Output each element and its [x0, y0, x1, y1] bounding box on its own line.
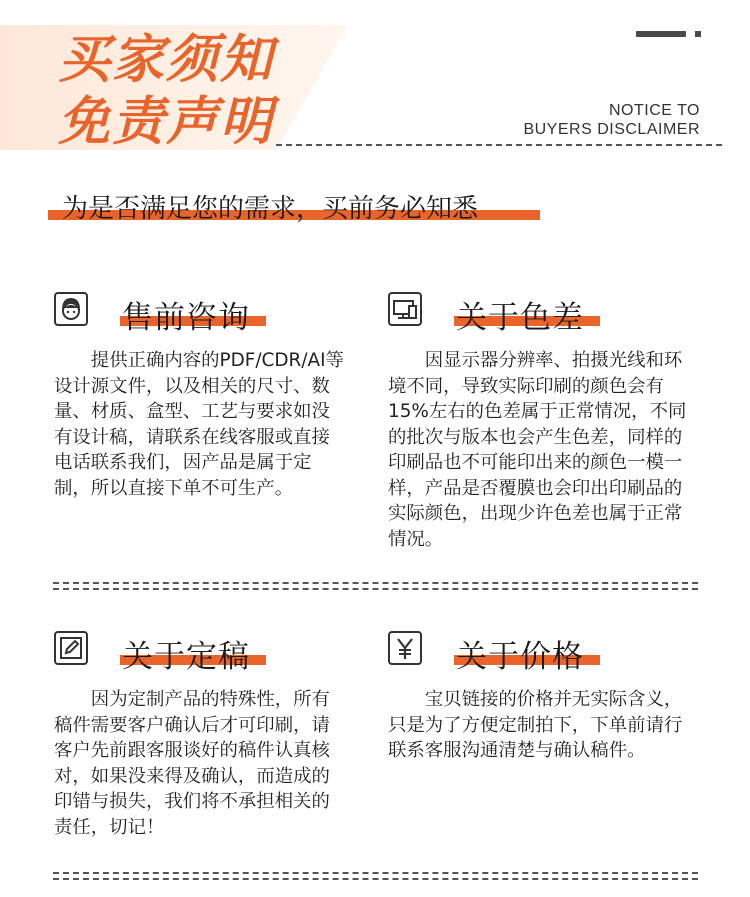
section-body: 提供正确内容的PDF/CDR/AI等设计源文件，以及相关的尺寸、数量、材质、盒型、工艺与要求如没有设计稿，请联系在线客服或直接电话联系我们，因产品是属于定制，所以直接下单不可生产。 — [54, 350, 344, 499]
notice-text-line2: BUYERS DISCLAIMER — [523, 121, 700, 138]
monitor-icon — [388, 292, 422, 326]
section-color-difference — [388, 292, 688, 552]
section-body: 宝贝链接的价格并无实际含义，只是为了方便定制拍下，下单前请行联系客服沟通清楚与确认稿件。 — [388, 689, 683, 761]
edit-icon — [54, 631, 88, 665]
title-disclaimer: 免责声明 — [58, 92, 275, 152]
notice-text-line1: NOTICE TO — [608, 102, 700, 119]
section-title: 售前咨询 — [122, 300, 250, 336]
tagline: 为是否满足您的需求，买前务必知悉 — [62, 194, 479, 224]
section-title: 关于价格 — [456, 639, 584, 675]
menu-bar-icon — [636, 31, 706, 39]
footer-divider — [53, 872, 698, 880]
section-price — [388, 631, 688, 791]
section-final-draft — [54, 631, 354, 851]
title-buyer-notice: 买家须知 — [58, 30, 275, 90]
section-divider — [53, 582, 698, 590]
header-divider — [276, 144, 722, 146]
section-body: 因为定制产品的特殊性，所有稿件需要客户确认后才可印刷，请客户先前跟客服谈好的稿件认真核对，如果没来得及确认，而造成的印错与损失，我们将不承担相关的责任，切记！ — [54, 689, 330, 838]
section-body: 因显示器分辨率、拍摄光线和环境不同，导致实际印刷的颜色会有15%左右的色差属于正常情况，不同的批次与版本也会产生色差，同样的印刷品也不可能印出来的颜色一模一样，产品是否覆膜也会印出印刷品的实际颜色，出现少许色差也属于正常情况。 — [388, 350, 687, 550]
yen-icon — [388, 631, 422, 665]
face-icon — [54, 292, 88, 326]
section-presale-consult — [54, 292, 354, 532]
section-title: 关于定稿 — [122, 639, 250, 675]
section-title: 关于色差 — [456, 300, 584, 336]
